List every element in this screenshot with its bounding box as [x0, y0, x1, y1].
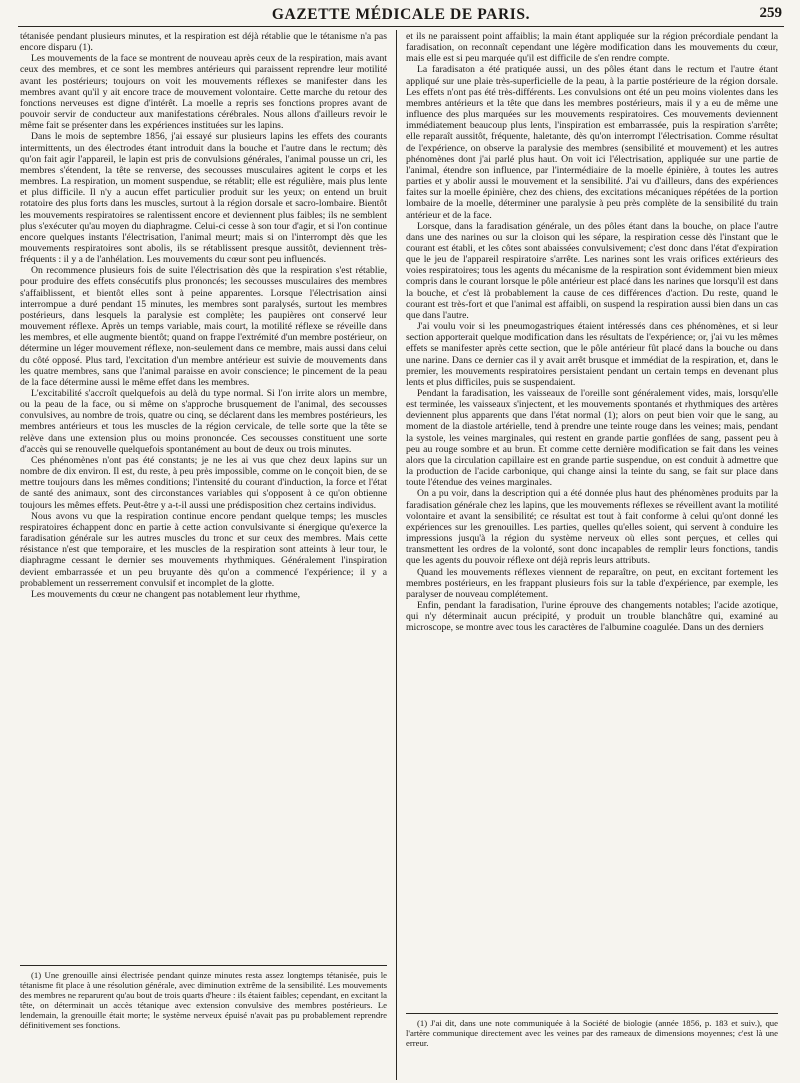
paragraph: J'ai voulu voir si les pneumogastriques étaient intéressés dans ces phénomènes, et si leur section apporterait quelque modification dans les résultats de l'expérience; or, j'ai vu les mêmes effets se manifester après cette section, que le pôle antérieur fût placé dans la bouche ou dans une narine. Dans ce dernier cas il y avait arrêt brusque et immédiat de la respiration, et, dans le premier, les mouvements respiratoires persistaient pendant un certain temps en devenant plus lents et plus difficiles, puis se suspendaient.	[406, 321, 778, 388]
footnote-rule	[20, 965, 387, 966]
paragraph: On a pu voir, dans la description qui a été donnée plus haut des phénomènes produits par la faradisation générale chez les lapins, que les mouvements réflexes se réveillent avant la motilité volontaire et avant la sensibilité; ce résultat est tout à fait conforme à celui qu'ont donné les expériences sur les grenouilles. Les parties, quelles qu'elles soient, qui servent à conduire les impressions jusqu'à la région du système nerveux où elles sont perçues, et celles qui transmettent les ordres de la volonté, sont donc incapables de remplir leurs fonctions, tandis que les agents du pouvoir réflexe ont déjà repris leurs attributs.	[406, 488, 778, 567]
paragraph: Pendant la faradisation, les vaisseaux de l'oreille sont généralement vides, mais, lorsqu'elle est terminée, les vaisseaux s'injectent, et les mouvements spontanés et rhythmiques des artères deviennent plus apparents que dans l'état normal (1); alors on peut bien voir que le sang, au moment de la diastole artérielle, tend à prendre une teinte rouge dans les veines; mais, pendant la systole, les veines marginales, qui restent en grande partie gonflées de sang, passent peu à peu au rouge sombre et au brun. Et comme cette dernière modification se fait dans les veines alors que la circulation capillaire est en grande partie suspendue, on est conduit à admettre que la production de l'acide carbonique, qui change ainsi la teinte du sang, se fait sur place dans toute l'étendue des veines marginales.	[406, 388, 778, 489]
left-column	[20, 31, 387, 1077]
paragraph: et ils ne paraissent point affaiblis; la main étant appliquée sur la région précordiale pendant la faradisation, on reconnaît cependant une légère modification dans les mouvements du cœur, mais elle est si peu marquée qu'il est difficile de s'en rendre compte.	[406, 31, 778, 65]
column-divider	[396, 30, 397, 1080]
paragraph: Les mouvements de la face se montrent de nouveau après ceux de la respiration, mais avant ceux des membres, et ce sont les membres antérieurs qui paraissent reprendre leur motilité avant les postérieurs; toujours on voit les mouvements réflexes se manifester dans les membres avant qu'il y ait encore trace de mouvement volontaire. Cette marche du retour des fonctions nerveuses est digne d'intérêt. La moelle a repris ses fonctions propres avant de pouvoir servir de conducteur aux manifestations cérébrales. Nous allons d'ailleurs revoir le même fait se présenter dans les expériences instituées sur les lapins.	[20, 53, 387, 132]
paragraph: L'excitabilité s'accroît quelquefois au delà du type normal. Si l'on irrite alors un membre, ou la peau de la face, ou si même on s'approche brusquement de l'animal, des secousses convulsives, au nombre de trois, quatre ou cinq, se déclarent dans les membres postérieurs, les membres antérieurs et tous les muscles de la région cervicale, de telle sorte que la tête se relève dans une extension plus ou moins prononcée. Ces secousses constituent une sorte d'accès qui se renouvelle quelquefois spontanément au bout de deux ou trois minutes.	[20, 388, 387, 455]
footnote-rule	[406, 1013, 778, 1014]
paragraph: Lorsque, dans la faradisation générale, un des pôles étant dans la bouche, on place l'autre dans une des narines ou sur la cloison qui les sépare, la respiration cesse dès l'instant que le courant est établi, et les côtes sont abaissées convulsivement; c'est donc dans l'état d'expiration que le jeu de l'appareil respiratoire s'arrête. Les narines sont les vrais orifices extérieurs des voies respiratoires; tous les agents du mécanisme de la respiration sont évidemment bien mieux compris dans le courant lorsque le pôle antérieur est placé dans les narines que lorsqu'il est dans la bouche, et c'est là probablement la cause de ces différences d'action. Du reste, quand le courant est très-fort et que l'animal est affaibli, on suspend la respiration aussi bien dans un cas que dans l'autre.	[406, 220, 778, 321]
page-number: 259	[759, 5, 782, 21]
paragraph: tétanisée pendant plusieurs minutes, et la respiration est déjà rétablie que le tétanisme n'a pas encore disparu (1).	[20, 31, 387, 54]
paragraph: Les mouvements du cœur ne changent pas notablement leur rhythme,	[31, 588, 301, 600]
paragraph: La faradisaton a été pratiquée aussi, un des pôles étant dans le rectum et l'autre étant appliqué sur une plaie très-superficielle de la peau, à la partie postérieure de la région dorsale. Les effets n'ont pas été très-différents. Les convulsions ont été un peu moins violentes dans les membres antérieurs et la tête que dans les membres postérieurs, mais il y a eu de même une influence des plus marquées sur les mouvements respiratoires. Ces mouvements deviennent immédiatement beaucoup plus lents, l'inspiration est embarrassée, puis la respiration s'arrête; elle reparaît aussitôt, fréquente, haletante, dès qu'on interrompt l'électrisation. Comme résultat de l'expérience, on observe la paralysie des membres (sensibilité et mouvement) et les autres phénomènes dont j'ai parlé plus haut. On voit ici l'électrisation, appliquée sur une partie de l'animal, étendre son influence, par l'intermédiaire de la moelle épinière, à toutes les autres parties et y abolir aussi le mouvement et la sensibilité. J'ai vu d'ailleurs, dans des expériences faites sur la moelle épinière, chez des chiens, des excitations mécaniques répétées de la portion lombaire de la moelle, déterminer une paralysie à peu près complète de la sensibilité du train antérieur et de la face.	[406, 64, 778, 221]
paragraph: Ces phénomènes n'ont pas été constants; je ne les ai vus que chez deux lapins sur un nombre de dix environ. Il est, du reste, à peu près impossible, comme on le conçoit bien, de se mettre toujours dans les mêmes conditions; l'intensité du courant d'induction, la force et l'état de santé des animaux, sont des circonstances variables qui s'opposent à ce qu'on obtienne toujours les mêmes effets. Peut-être y a-t-il aussi une prédisposition chez certains individus.	[20, 454, 387, 511]
right-column-body	[406, 31, 778, 1005]
paragraph: Nous avons vu que la respiration continue encore pendant quelque temps; les muscles respiratoires échappent donc en partie à cette action convulsivante si énergique qu'exerce la faradisation générale sur les autres muscles du tronc et sur ceux des membres. Mais cette résistance n'est que temporaire, et les muscles de la respiration sont atteints à leur tour, le diaphragme cessant le dernier ses mouvements rhythmiques. Généralement l'inspiration devient embarrassée et un peu bruyante dès qu'on a commencé l'expérience; il y a probablement un resserrement convulsif et incomplet de la glotte.	[20, 510, 387, 589]
right-column	[406, 31, 778, 1077]
paragraph: Dans le mois de septembre 1856, j'ai essayé sur plusieurs lapins les effets des courants intermittents, un des électrodes étant introduit dans la bouche et l'autre dans le rectum; dès qu'on fait agir l'appareil, le lapin est pris de convulsions générales, l'animal pousse un cri, les membres s'étendent, la tête se renverse, des secousses musculaires agitent le corps et les membres. La respiration, un moment suspendue, se rétablit; elle est régulière, mais plus lente et plus difficile. Il n'y a aucun effet particulier produit sur les yeux; on entend un bruit rotatoire des plus forts dans les muscles, surtout à la région dorsale et sacro-lombaire. Bientôt les mouvements respiratoires se ralentissent encore et deviennent plus faibles; ils ne semblent plus s'exécuter qu'au moyen du diaphragme. Celui-ci cesse à son tour d'agir, et si l'on continue encore quelques instants l'électrisation, l'animal meurt; mais si on l'interrompt dès que les mouvements respiratoires sont abolis, ils se rétablissent presque aussitôt, deviennent très-fréquents : il y a de l'anhélation. Les mouvements du cœur sont peu influencés.	[20, 131, 387, 266]
paragraph: Enfin, pendant la faradisation, l'urine éprouve des changements notables; l'acide azotique, qui n'y déterminait aucun précipité, y produit un trouble blanchâtre qui, examiné au microscope, se montre avec tous les caractères de l'albumine coagulée. Dans un des derniers	[406, 599, 778, 634]
paragraph: Quand les mouvements réflexes viennent de reparaître, on peut, en excitant fortement les membres postérieurs, en les frappant plusieurs fois sur la table d'expérience, par exemple, les paralyser de nouveau complétement.	[406, 566, 778, 600]
left-column-body	[20, 31, 387, 957]
paragraph: On recommence plusieurs fois de suite l'électrisation dès que la respiration s'est rétablie, pour produire des effets consécutifs plus prononcés; les secousses musculaires des membres s'affaiblissent, et bientôt elles sont à peine apparentes. Lorsque l'électrisation ainsi interrompue a duré pendant 15 minutes, les membres sont paralysés, surtout les membres postérieurs, dans lesquels la paralysie est complète; les paupières ont conservé leur mouvement réflexe. Après un temps variable, mais court, la motilité réflexe se réveille dans les membres, et elle augmente bientôt; quand on frappe l'extrémité d'un membre postérieur, on détermine un léger mouvement réflexe, non-seulement dans ce membre, mais aussi dans celui du côté opposé. Plus tard, l'excitation d'un membre antérieur est suivie de mouvements dans les quatre membres, sans que l'animal paraisse en avoir conscience; le pincement de la peau de la face détermine aussi le même effet dans les membres.	[20, 265, 387, 388]
footnote: (1) Une grenouille ainsi électrisée pendant quinze minutes resta assez longtemps tétanisée, puis le tétanisme fit place à une résolution générale, avec diminution extrême de la sensibilité. Les mouvements des membres ne reparurent qu'au bout de trois quarts d'heure : ils étaient faibles; cependant, en excitant la tête, on déterminait un accès tétanique avec extension convulsive des membres postérieurs. Le lendemain, la grenouille était morte; le système nerveux épuisé n'avait pas pu probablement reprendre définitivement ses fonctions.	[20, 970, 387, 1030]
journal-title: GAZETTE MÉDICALE DE PARIS.	[271, 6, 531, 23]
running-header	[18, 4, 784, 27]
footnote: (1) J'ai dit, dans une note communiquée à la Société de biologie (année 1856, p. 183 et suiv.), que l'artère communique directement avec les veines par des rameaux de dimensions moyennes; c'est là une erreur.	[406, 1018, 778, 1048]
